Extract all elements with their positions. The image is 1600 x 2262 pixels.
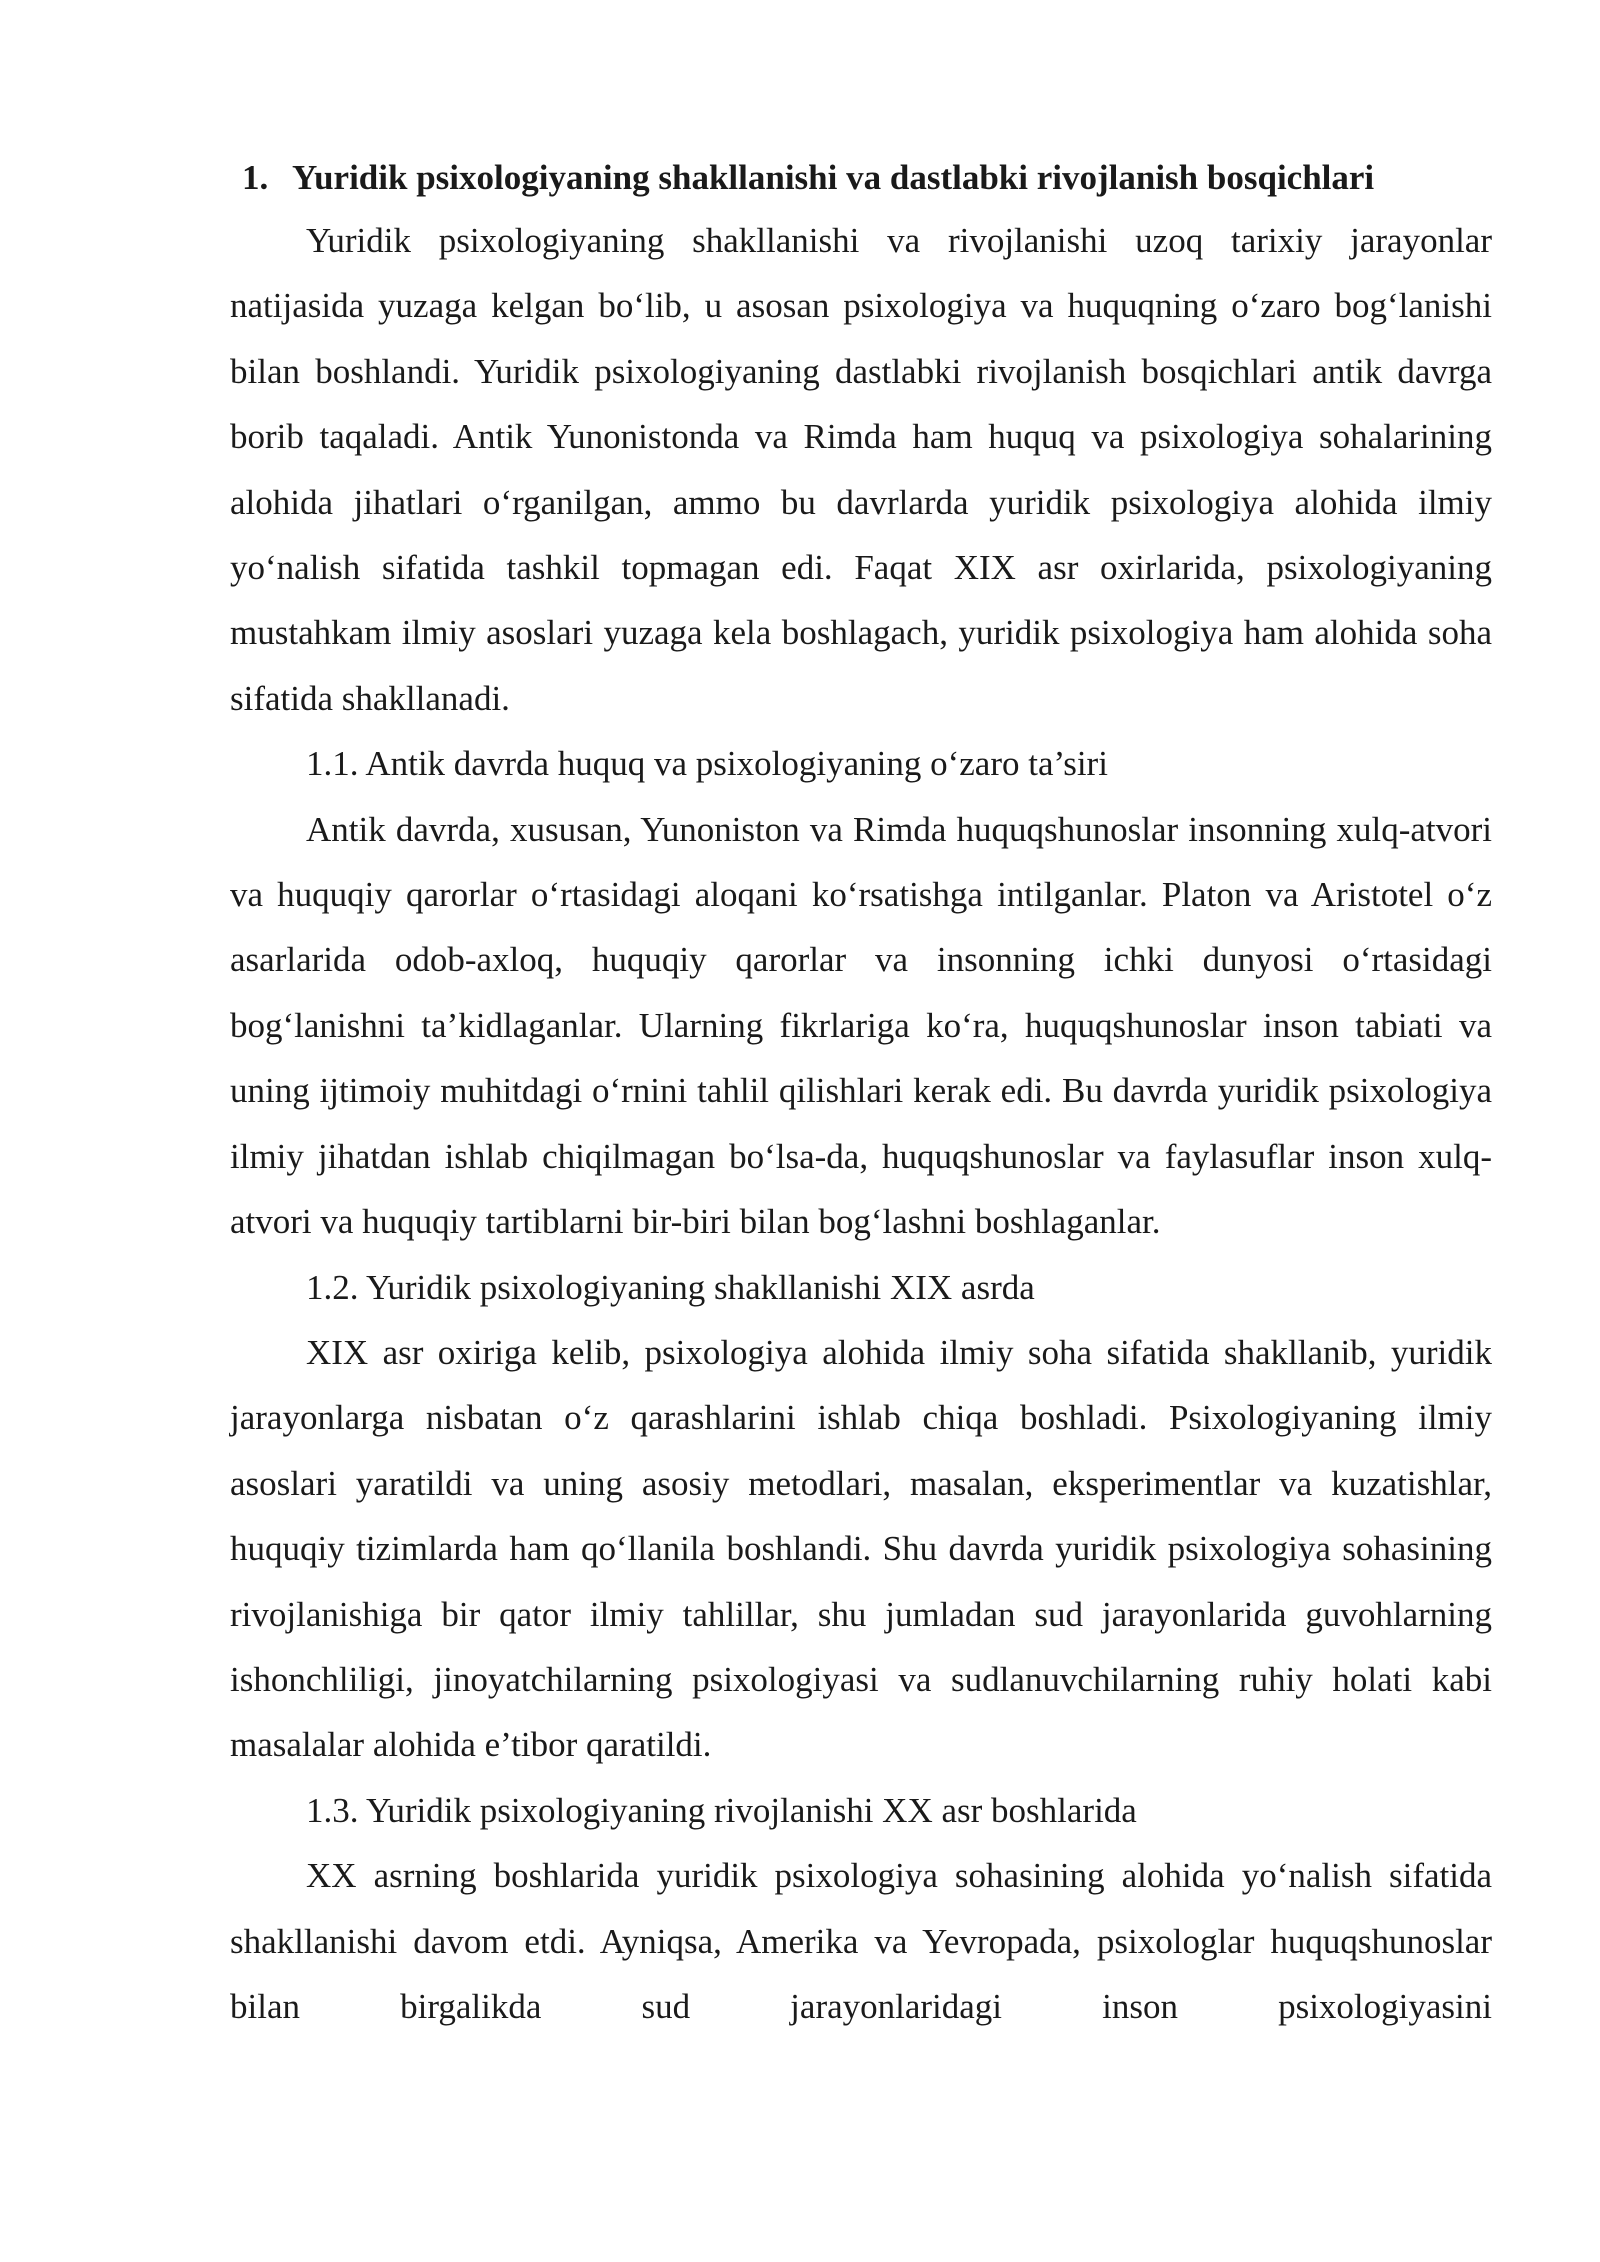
section-heading [230, 148, 1492, 208]
subsection-heading-1-3: 1.3. Yuridik psixologiyaning rivojlanishi XX asr boshlarida [306, 1790, 1137, 1830]
subsection-body-1-2: XIX asr oxiriga kelib, psixologiya alohida ilmiy soha sifatida shakllanib, yuridik jarayonlarga nisbatan o‘z qarashlarini ishlab chiqa boshladi. Psixologiyaning ilmiy asoslari yaratildi va uning asosiy metodlari, masalan, eksperimentlar va kuzatishlar, huquqiy tizimlarda ham qo‘llanila boshlandi. Shu davrda yuridik psixologiya sohasining rivojlanishiga bir qator ilmiy tahlillar, shu jumladan sud jarayonlarida guvohlarning ishonchliligi, jinoyatchilarning psixologiyasi va sudlanuvchilarning ruhiy holati kabi masalalar alohida e’tibor qaratildi. [230, 1332, 1492, 1765]
document-page [230, 148, 1492, 2039]
section-title: Yuridik psixologiyaning shakllanishi va dastlabki rivojlanish bosqichlari [292, 158, 1375, 197]
section-number: 1. [242, 158, 269, 197]
subsection-heading-1-2: 1.2. Yuridik psixologiyaning shakllanishi XIX asrda [306, 1267, 1035, 1307]
subsection-body-1-1: Antik davrda, xususan, Yunoniston va Rimda huquqshunoslar insonning xulq-atvori va huquqiy qarorlar o‘rtasidagi aloqani ko‘rsatishga intilganlar. Platon va Aristotel o‘z asarlarida odob-axloq, huquqiy qarorlar va insonning ichki dunyosi o‘rtasidagi bog‘lanishni ta’kidlaganlar. Ularning fikrlariga ko‘ra, huquqshunoslar inson tabiati va uning ijtimoiy muhitdagi o‘rnini tahlil qilishlari kerak edi. Bu davrda yuridik psixologiya ilmiy jihatdan ishlab chiqilmagan bo‘lsa-da, huquqshunoslar va faylasuflar inson xulq-atvori va huquqiy tartiblarni bir-biri bilan bog‘lashni boshlaganlar. [230, 809, 1492, 1242]
subsection-body-1-3: XX asrning boshlarida yuridik psixologiya sohasining alohida yo‘nalish sifatida shakllanishi davom etdi. Ayniqsa, Amerika va Yevropada, psixologlar huquqshunoslar bilan birgalikda sud jarayonlaridagi inson psixologiyasini [230, 1856, 1492, 2026]
intro-paragraph: Yuridik psixologiyaning shakllanishi va rivojlanishi uzoq tarixiy jarayonlar natijasida yuzaga kelgan bo‘lib, u asosan psixologiya va huquqning o‘zaro bog‘lanishi bilan boshlandi. Yuridik psixologiyaning dastlabki rivojlanish bosqichlari antik davrga borib taqaladi. Antik Yunonistonda va Rimda ham huquq va psixologiya sohalarining alohida jihatlari o‘rganilgan, ammo bu davrlarda yuridik psixologiya alohida ilmiy yo‘nalish sifatida tashkil topmagan edi. Faqat XIX asr oxirlarida, psixologiyaning mustahkam ilmiy asoslari yuzaga kela boshlagach, yuridik psixologiya ham alohida soha sifatida shakllanadi. [230, 221, 1492, 718]
subsection-heading-1-1: 1.1. Antik davrda huquq va psixologiyaning o‘zaro ta’siri [306, 744, 1108, 784]
